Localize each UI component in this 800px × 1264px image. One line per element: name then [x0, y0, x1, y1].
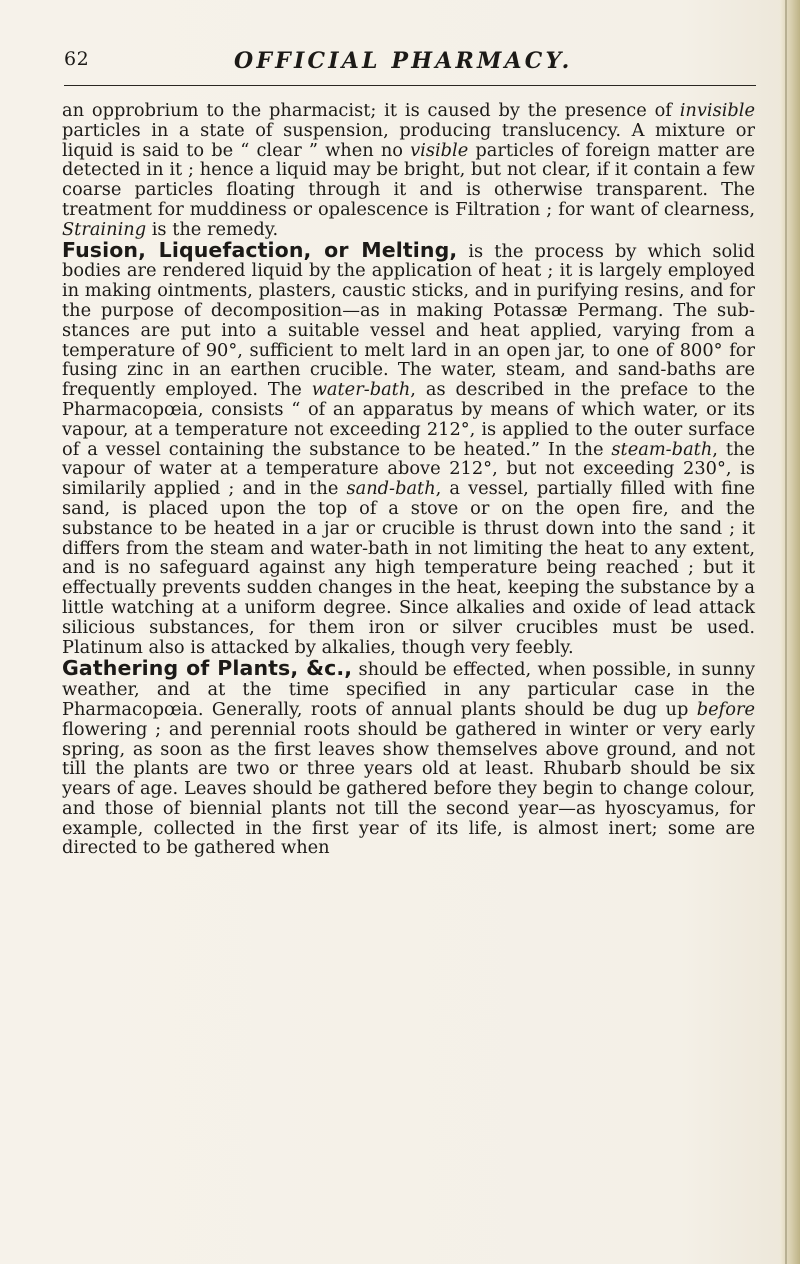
text-run: , the vapour of water at a temperature above 212°, but not exceeding 230°, is similarily applied ; and in the	[62, 438, 755, 500]
section-heading-gathering: Gathering of Plants, &c.,	[62, 656, 353, 681]
text-run: an opprobrium to the pharmacist; it is caused by the presence of	[62, 100, 680, 121]
italic-term-invisible: invisible	[679, 100, 755, 121]
binding-shadow-line	[785, 0, 787, 1264]
italic-term-sand-bath: sand-bath	[346, 478, 436, 500]
text-run: should be effected, when possible, in sunny weather, and at the time specified in any particular case in the Pharmacopœia. Generally, roots of annual plants should be dug up	[62, 659, 755, 720]
text-run: particles in a state of suspension, producing translucency. A mixture or liquid is said to be “ clear ” when no	[62, 119, 755, 161]
text-run: particles of foreign matter are detected in it ; hence a liquid may be bright, but not clear, if it contain a few coarse particles floating through it and is otherwise transparent. The treatment for muddiness or opalescence is Filtration ; for want of clearness,	[62, 139, 756, 220]
page-header	[64, 48, 756, 82]
paragraph-opalescence	[62, 101, 755, 240]
body-text	[62, 101, 755, 858]
page-binding-edge	[780, 0, 800, 1264]
italic-term-before: before	[696, 698, 755, 720]
running-title: OFFICIAL PHARMACY.	[234, 48, 573, 74]
italic-term-steam-bath: steam-bath	[611, 438, 713, 460]
text-run: flowering ; and perennial roots should be gathered in winter or very early spring, as soon as the first leaves show themselves above ground, and not till the plants are two or three years old at least. Rhubarb should be six years of age. Leaves should be gathered before they begin to change colour, and those of biennial plants not till the second year—as hyoscyamus, for example, collected in the first year of its life, is almost inert; some are directed to be gathered when	[62, 718, 755, 859]
text-run: is the process by which solid bodies are rendered liquid by the application of heat ; it is largely employed in making ointments, plasters, caustic sticks, and in purifying resins, and for the purpose of decomposition—as in making Potassæ Permang. The substances are put into a suitable vessel and heat applied, varying from a temperature of 90°, sufficient to melt lard in an open jar, to one of 800° for fusing zinc in an earthen crucible. The water, steam, and sand-baths are frequently employed. The	[62, 240, 755, 401]
text-run: , a vessel, partially filled with fine sand, is placed upon the top of a stove or on the open fire, and the substance to be heated in a jar or crucible is thrust down into the sand ; it differs from the steam and water-bath in not limiting the heat to any extent, and is no safeguard against any high temperature being reached ; but it effectually prevents sudden changes in the heat, keeping the substance by a little watching at a uniform degree. Since alkalies and oxide of lead attack silicious substances, for them iron or silver crucibles must be used. Platinum also is attacked by alkalies, though very feebly.	[62, 478, 755, 658]
italic-term-water-bath: water-bath	[311, 379, 411, 401]
header-rule	[64, 85, 756, 86]
italic-term-straining: Straining	[62, 218, 147, 240]
italic-term-visible: visible	[410, 139, 469, 161]
text-run: is the remedy.	[146, 218, 279, 240]
page-number: 62	[64, 48, 90, 70]
section-heading-fusion: Fusion, Liquefaction, or Melting,	[62, 237, 458, 262]
paragraph-gathering-plants	[62, 656, 755, 859]
paragraph-fusion	[62, 237, 755, 658]
text-run: , as described in the preface to the Pharmacopœia, consists “ of an apparatus by means of which water, or its vapour, at a temperature not exceeding 212°, is applied to the outer surface of a vessel containing the substance to be heated.” In the	[62, 379, 755, 460]
